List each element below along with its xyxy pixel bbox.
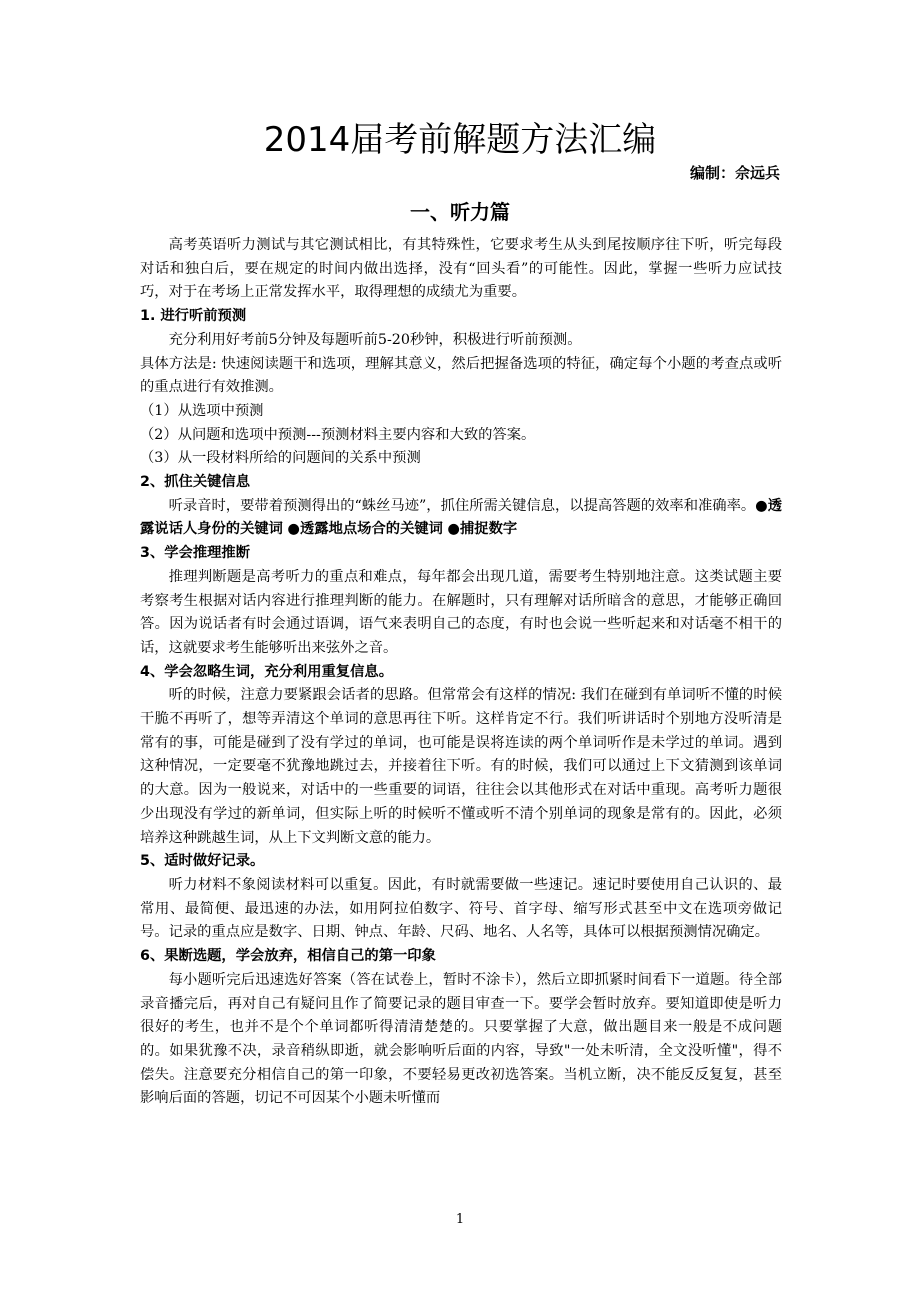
page-number: 1 — [455, 1212, 465, 1227]
paragraph-1a: 充分利用好考前5分钟及每题听前5-20秒钟，积极进行听前预测。 — [168, 331, 582, 348]
heading-4: 4、学会忽略生词，充分利用重复信息。 — [140, 663, 393, 680]
heading-6: 6、果断选题，学会放弃，相信自己的第一印象 — [140, 948, 436, 965]
heading-3: 3、学会推理推断 — [140, 545, 251, 562]
paragraph-5: 听力材料不象阅读材料可以重复。因此，有时就需要做一些速记。速记时要使用自己认识的、最常用、最简便、最迅速的办法，如用阿拉伯数字、符号、首字母、缩写形式甚至中文在选项旁做记号。记录的重点应是数字、日期、钟点、年龄、尺码、地名、人名等，具体可以根据预测情况确定。 — [140, 876, 782, 941]
keyword-location: ●透露地点场合的关键词 — [287, 521, 443, 538]
section-title: 一、听力篇 — [410, 200, 510, 224]
heading-2: 2、抓住关键信息 — [140, 474, 251, 491]
keyword-speaker-identity: ●透露说话人身份的关键词 — [140, 497, 782, 538]
editor-credit: 编制：佘远兵 — [689, 164, 780, 182]
paragraph-1e: （3）从一段材料所给的问题间的关系中预测 — [140, 450, 421, 467]
paragraph-2-text: 听录音时，要带着预测得出的“蛛丝马迹”，抓住所需关键信息，以提高答题的效率和准确率。 — [168, 497, 756, 514]
paragraph-3: 推理判断题是高考听力的重点和难点，每年都会出现几道，需要考生特别地注意。这类试题主要考察考生根据对话内容进行推理判断的能力。在解题时，只有理解对话所暗含的意思，才能够正确回答。因为说话者有时会通过语调，语气来表明自己的态度，有时也会说一些听起来和对话毫不相干的话，这就要求考生能够听出来弦外之音。 — [140, 568, 782, 656]
paragraph-4: 听的时候，注意力要紧跟会话者的思路。但常常会有这样的情况: 我们在碰到有单词听不懂的时候干脆不再听了，想等弄清这个单词的意思再往下听。这样肯定不行。我们听讲话时个别地方没听清是常有的事，可能是碰到了没有学过的单词，也可能是误将连读的两个单词听作是未学过的单词。遇到这种情况，一定要毫不犹豫地跳过去，并接着往下听。有的时候，我们可以通过上下文猜测到该单词的大意。因为一般说来，对话中的一些重要的词语，往往会以其他形式在对话中重现。高考听力题很少出现没有学过的新单词，但实际上听的时候听不懂或听不清个别单词的现象是常有的。因此，必须培养这种跳越生词，从上下文判断文意的能力。 — [140, 687, 782, 846]
heading-1: 1. 进行听前预测 — [140, 308, 247, 325]
document-title: 2014届考前解题方法汇编 — [263, 120, 657, 160]
paragraph-6: 每小题听完后迅速选好答案（答在试卷上，暂时不涂卡），然后立即抓紧时间看下一道题。待全部录音播完后，再对自己有疑问且作了简要记录的题目审查一下。要学会暂时放弃。要知道即使是听力很好的考生，也并不是个个单词都听得清清楚楚的。只要掌握了大意，做出题目来一般是不成问题的。如果犹豫不决，录音稍纵即逝，就会影响听后面的内容，导致"一处未听清，全文没听懂"，得不偿失。注意要充分相信自己的第一印象，不要轻易更改初选答案。当机立断，决不能反反复复，甚至影响后面的答题，切记不可因某个小题未听懂而 — [140, 971, 782, 1107]
keyword-numbers: ●捕捉数字 — [447, 521, 518, 538]
paragraph-1b: 具体方法是: 快速阅读题干和选项，理解其意义，然后把握备选项的特征，确定每个小题的考查点或听的重点进行有效推测。 — [140, 355, 782, 396]
paragraph-1d: （2）从问题和选项中预测---预测材料主要内容和大致的答案。 — [140, 426, 536, 443]
paragraph-1c: （1）从选项中预测 — [140, 402, 264, 419]
paragraph-2 — [140, 495, 782, 542]
document-body — [140, 234, 782, 1111]
heading-5: 5、适时做好记录。 — [140, 853, 265, 870]
intro-paragraph: 高考英语听力测试与其它测试相比，有其特殊性，它要求考生从头到尾按顺序往下听，听完每段对话和独白后，要在规定的时间内做出选择，没有“回头看”的可能性。因此，掌握一些听力应试技巧，对于在考场上正常发挥水平，取得理想的成绩尤为重要。 — [140, 237, 782, 301]
